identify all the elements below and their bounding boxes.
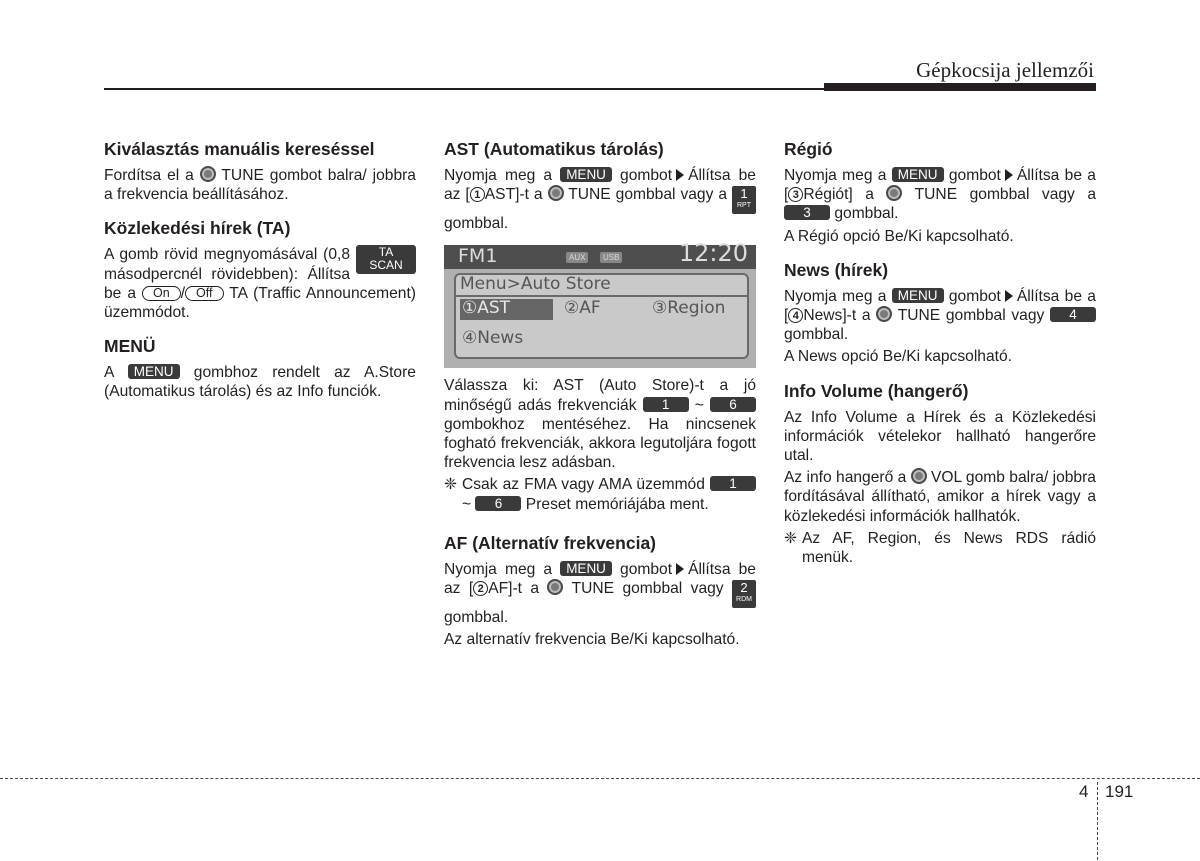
tune-label: TUNE xyxy=(221,167,264,184)
clock: 12:20 xyxy=(678,239,748,268)
section-title: AST (Automatikus tárolás) xyxy=(444,139,664,159)
section-title: Info Volume (hangerő) xyxy=(784,380,969,401)
paragraph: A News opció Be/Ki kapcsolható. xyxy=(784,348,1012,366)
preset-1-rpt-key-icon xyxy=(732,186,756,214)
text: Preset memóriájába ment. xyxy=(525,495,709,513)
paragraph xyxy=(444,166,756,233)
arrow-right-icon xyxy=(1005,290,1013,302)
off-button-icon: Off xyxy=(185,286,223,301)
preset-6-button-icon: 6 xyxy=(710,397,756,412)
paragraph: Az Info Volume a Hírek és a Közlekedési információk vételekor hallható hangerőre utal. xyxy=(784,408,1096,465)
header-tab xyxy=(824,83,1096,91)
option-ast: ①AST xyxy=(462,298,511,319)
paragraph xyxy=(784,287,1096,345)
text: gombbal vagy a xyxy=(615,186,728,204)
note-text xyxy=(462,475,756,513)
key-number: 1 xyxy=(740,186,748,202)
circled-number-icon: 3 xyxy=(788,187,803,202)
text: gombokhoz mentéséhez. Ha nincsenek fogható frekvenciák, akkora legutoljára fogott frekvencia lesz adásban. xyxy=(444,415,756,472)
preset-2-rdm-key-icon xyxy=(732,580,756,608)
preset-1-button-icon: 1 xyxy=(710,476,756,491)
text: gombbal. xyxy=(784,326,849,344)
footer-dashed-rule xyxy=(0,778,1200,779)
text: Nyomja meg a xyxy=(444,560,553,578)
section-title: MENÜ xyxy=(104,336,156,357)
tune-knob-icon xyxy=(548,185,564,201)
section-af xyxy=(444,532,756,650)
section-news xyxy=(784,259,1096,367)
text: Nyomja meg a xyxy=(784,167,887,184)
note xyxy=(444,475,756,513)
column-left xyxy=(104,138,416,415)
vol-knob-icon xyxy=(911,468,927,484)
section-info-volume xyxy=(784,380,1096,568)
paragraph: Az alternatív frekvencia Be/Ki kapcsolható. xyxy=(444,631,740,649)
ta-label: TA xyxy=(378,245,394,260)
arrow-right-icon xyxy=(676,563,684,575)
key-number: 2 xyxy=(740,580,748,596)
text: A gomb rövid megnyomásával (0,8 másodpercnél rövidebben): Állítsa be a xyxy=(104,246,350,302)
section-title: Közlekedési hírek (TA) xyxy=(104,218,291,239)
column-right xyxy=(784,138,1096,580)
usb-badge: USB xyxy=(600,252,622,263)
circled-number-icon: 2 xyxy=(473,581,488,596)
section-title: Kiválasztás manuális kereséssel xyxy=(104,139,375,159)
page-number: 191 xyxy=(1105,782,1134,801)
footer-vertical-rule xyxy=(1097,782,1098,860)
text: TA (Traffic Announcement) üzemmódot. xyxy=(104,284,416,322)
menu-button-icon: MENU xyxy=(892,288,944,303)
text: ~ xyxy=(462,495,472,513)
radio-display-figure xyxy=(444,239,756,368)
menu-button-icon: MENU xyxy=(560,561,612,576)
text: A xyxy=(104,364,114,382)
note-mark-icon: ❈ xyxy=(784,529,798,547)
text: gombot xyxy=(620,167,673,184)
display-menu-panel xyxy=(454,273,749,359)
section-traffic-news xyxy=(104,217,416,322)
tune-knob-icon xyxy=(876,306,892,322)
note-mark-icon: ❈ xyxy=(444,476,458,494)
text: gombbal vagy a xyxy=(969,186,1096,204)
text: gombbal. xyxy=(834,205,899,223)
text: News]-t a xyxy=(803,307,871,325)
arrow-right-icon xyxy=(1005,169,1013,181)
section-title: Régió xyxy=(784,139,833,159)
band-label: FM1 xyxy=(458,245,498,268)
tune-label: TUNE xyxy=(568,186,611,204)
menu-button-icon: MENU xyxy=(560,167,612,182)
arrow-right-icon xyxy=(676,169,684,181)
text: Régiót] a xyxy=(803,186,874,204)
text: ~ xyxy=(694,396,704,414)
text: gombot balra/ jobbra a frekvencia beállításához. xyxy=(104,167,416,204)
aux-badge: AUX xyxy=(566,252,588,263)
text: gomb balra/ jobbra fordításával állítható, amikor a hírek vagy a közlekedési információk hallhatók. xyxy=(784,469,1096,525)
section-title: AF (Alternatív frekvencia) xyxy=(444,532,657,553)
option-region: ③Region xyxy=(652,298,726,319)
tune-label: TUNE xyxy=(571,580,615,598)
paragraph xyxy=(104,245,416,322)
tune-knob-icon xyxy=(200,166,216,182)
preset-4-button-icon: 4 xyxy=(1050,307,1096,322)
paragraph xyxy=(444,376,756,472)
paragraph xyxy=(784,166,1096,224)
text: gombot xyxy=(620,560,673,578)
option-af: ②AF xyxy=(564,298,601,319)
text: AF]-t a xyxy=(488,580,540,598)
tune-knob-icon xyxy=(547,579,563,595)
section-ast xyxy=(444,138,756,233)
text: Állítsa be a [ xyxy=(784,167,1096,204)
text: Állítsa be az [ xyxy=(444,167,756,204)
text: Csak az FMA vagy AMA üzemmód xyxy=(462,476,705,494)
key-sublabel: RPT xyxy=(737,202,751,210)
scan-label: SCAN xyxy=(369,258,403,273)
menu-button-icon: MENU xyxy=(128,364,180,379)
text: gombbal vagy xyxy=(945,307,1045,325)
preset-1-button-icon: 1 xyxy=(643,397,689,412)
on-button-icon: On xyxy=(142,286,181,301)
text: AST]-t a xyxy=(484,186,543,204)
vol-label: VOL xyxy=(930,469,962,487)
section-region xyxy=(784,138,1096,246)
text: gombot xyxy=(948,287,1001,305)
section-title: News (hírek) xyxy=(784,259,889,280)
chapter-number: 4 xyxy=(1079,782,1089,801)
text: Az info hangerő a xyxy=(784,469,907,487)
section-menu xyxy=(104,335,416,401)
page-header-title: Gépkocsija jellemzői xyxy=(916,58,1094,82)
text: gombbal vagy xyxy=(622,580,724,598)
separator: / xyxy=(180,284,186,302)
text: Állítsa be a [ xyxy=(784,287,1096,325)
paragraph xyxy=(784,468,1096,526)
text: Válassza ki: AST (Auto Store)-t a jó minőségű adás frekvenciák xyxy=(444,377,756,414)
tune-label: TUNE xyxy=(914,186,958,204)
paragraph: A Régió opció Be/Ki kapcsolható. xyxy=(784,227,1014,245)
display-status-bar xyxy=(444,239,756,269)
text: gombhoz rendelt az A.Store (Automatikus tárolás) és az Info funciók. xyxy=(104,364,416,401)
text: gombbal. xyxy=(444,609,509,627)
note-text: Az AF, Region, és News RDS rádió menük. xyxy=(802,529,1096,567)
section-manual-search xyxy=(104,138,416,204)
option-news: ④News xyxy=(462,328,524,349)
text: gombbal. xyxy=(444,215,509,233)
paragraph xyxy=(104,166,416,204)
text: Nyomja meg a xyxy=(444,167,553,184)
circled-number-icon: 4 xyxy=(788,308,803,323)
ta-scan-button-icon xyxy=(356,245,416,274)
text: Állítsa be az [ xyxy=(444,560,756,598)
preset-3-button-icon: 3 xyxy=(784,205,830,220)
divider xyxy=(456,295,747,297)
paragraph xyxy=(444,560,756,627)
paragraph xyxy=(104,363,416,401)
column-middle xyxy=(444,138,756,652)
text: Nyomja meg a xyxy=(784,287,887,305)
tune-knob-icon xyxy=(886,185,902,201)
text: gombot xyxy=(948,167,1001,184)
menu-path: Menu>Auto Store xyxy=(460,274,611,295)
circled-number-icon: 1 xyxy=(470,187,485,202)
menu-button-icon: MENU xyxy=(892,167,944,182)
preset-6-button-icon: 6 xyxy=(475,496,521,511)
key-sublabel: RDM xyxy=(736,596,752,604)
text: Fordítsa el a xyxy=(104,167,194,184)
tune-label: TUNE xyxy=(897,307,941,325)
note xyxy=(784,529,1096,567)
